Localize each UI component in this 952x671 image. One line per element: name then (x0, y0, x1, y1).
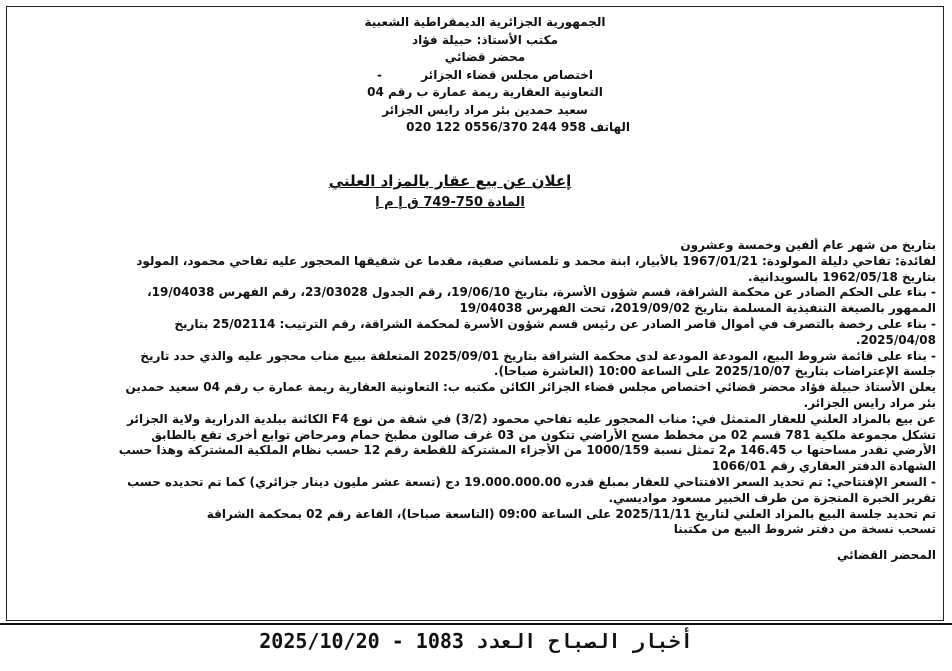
office-city: سعيد حمدين بئر مراد رايس الجزائر (382, 102, 588, 117)
body-line: - بناء على قائمة شروط البيع، المودعة المودعة لدى محكمة الشراقة بتاريخ 2025/09/01 المتعلقة ببيع مناب محجور عليه والذي حدد تاريخ (140, 348, 936, 363)
body-line: جلسة الإعتراضات بتاريخ 2025/10/07 على الساعة 10:00 (العاشرة صباحا). (493, 364, 936, 379)
body-line: الأرضي تقدر مساحتها ب 146.45 م2 تمثل نسبة 1000/159 من الأجزاء المشتركة للقطعة رقم 12 حسب نظام الملكية المشتركة وهذا حسب (118, 443, 936, 458)
body-line: بتاريخ 1962/05/18 بالسويدانية. (748, 269, 936, 284)
jurisdiction-dash: - (377, 67, 383, 82)
body-line: الشهادة الدفتر العقاري رقم 1066/01 (711, 459, 936, 474)
body-line: عن بيع بالمزاد العلني للعقار المتمثل في: مناب المحجور عليه تفاحي محمود (3/2) في شقة من نوع F4 الكائنة ببلدية الدرارية ولاية الجزائر (126, 411, 936, 426)
body-line: تشكل مجموعة ملكية 781 قسم 02 من مخطط مسح الأراضي تتكون من 03 غرف صالون مطبخ حمام ومرحاض توابع أخرى تقع بالطابق (151, 427, 936, 442)
office-header (340, 14, 630, 137)
office-title: محضر قضائي (444, 50, 526, 64)
body-line: - السعر الإفتتاحي: تم تحديد السعر الافتتاحي للعقار بمبلغ قدره 19.000.000.00 دج (تسعة عشر مليون دينار جزائري) كما تم تحديده حسب (127, 474, 936, 489)
office-address: التعاونية العقارية ريمة عمارة ب رقم 04 (367, 85, 603, 99)
office-phone: الهاتف 958 244 0556/370 122 020 (406, 120, 630, 134)
body-line: الممهور بالصيغة التنفيذية المسلمة بتاريخ 2019/09/02، تحت الفهرس 19/04038 (459, 301, 936, 316)
newspaper-footer: أخبار الصباح العدد 1083 - 2025/10/20 (0, 623, 952, 669)
body-line: بتاريخ من شهر عام ألفين وخمسة وعشرون (680, 238, 936, 252)
body-line: 2025/04/08. (855, 332, 936, 347)
body-line: تقرير الخبرة المنجزة من طرف الخبير مسعود مواديسي. (608, 490, 936, 505)
office-name: مكتب الأستاذ: حبيلة فؤاد (411, 32, 559, 47)
jurisdiction-text: اختصاص مجلس قضاء الجزائر (421, 67, 593, 82)
body-line: تم تحديد جلسة البيع بالمزاد العلني لتاريخ 2025/11/11 على الساعة 09:00 (التاسعة صباحا)، القاعة رقم 02 بمحكمة الشراقة (206, 506, 936, 521)
announcement-title-block (290, 170, 610, 214)
body-line: تسحب نسخة من دفتر شروط البيع من مكتبنا (673, 522, 936, 537)
signature: المحضر القضائي (836, 548, 936, 563)
announcement-title: إعلان عن بيع عقار بالمزاد العلني (328, 172, 572, 190)
republic-name: الجمهورية الجزائرية الديمقراطية الشعبية (364, 15, 606, 29)
body-line: يعلن الأستاذ حبيلة فؤاد محضر قضائي اختصاص مجلس قضاء الجزائر الكائن مكتبه ب: التعاونية العقارية ريمة عمارة ب رقم 04 سعيد حمدين (125, 380, 936, 395)
announcement-body (16, 238, 936, 564)
body-line: - بناء على الحكم الصادر عن محكمة الشراقة، قسم شؤون الأسرة، بتاريخ 19/06/10، رقم الجدول 23/03028، رقم الفهرس 19/04038، (147, 285, 936, 300)
body-line: لفائدة: تفاحي دليلة المولودة: 1967/01/21 بالأبيار، ابنة محمد و تلمساني صفية، مقدما عن شقيقها المحجور عليه تفاحي محمود، المولود (136, 253, 936, 268)
legal-article: المادة 750-749 ق إ م إ (375, 195, 525, 210)
body-line: بئر مراد رايس الجزائر. (803, 395, 936, 410)
jurisdiction-line (340, 67, 630, 85)
body-line: - بناء على رخصة بالتصرف في أموال قاصر الصادر عن رئيس قسم شؤون الأسرة لمحكمة الشراقة، رقم الترتيب: 25/02114 بتاريخ (174, 316, 936, 331)
